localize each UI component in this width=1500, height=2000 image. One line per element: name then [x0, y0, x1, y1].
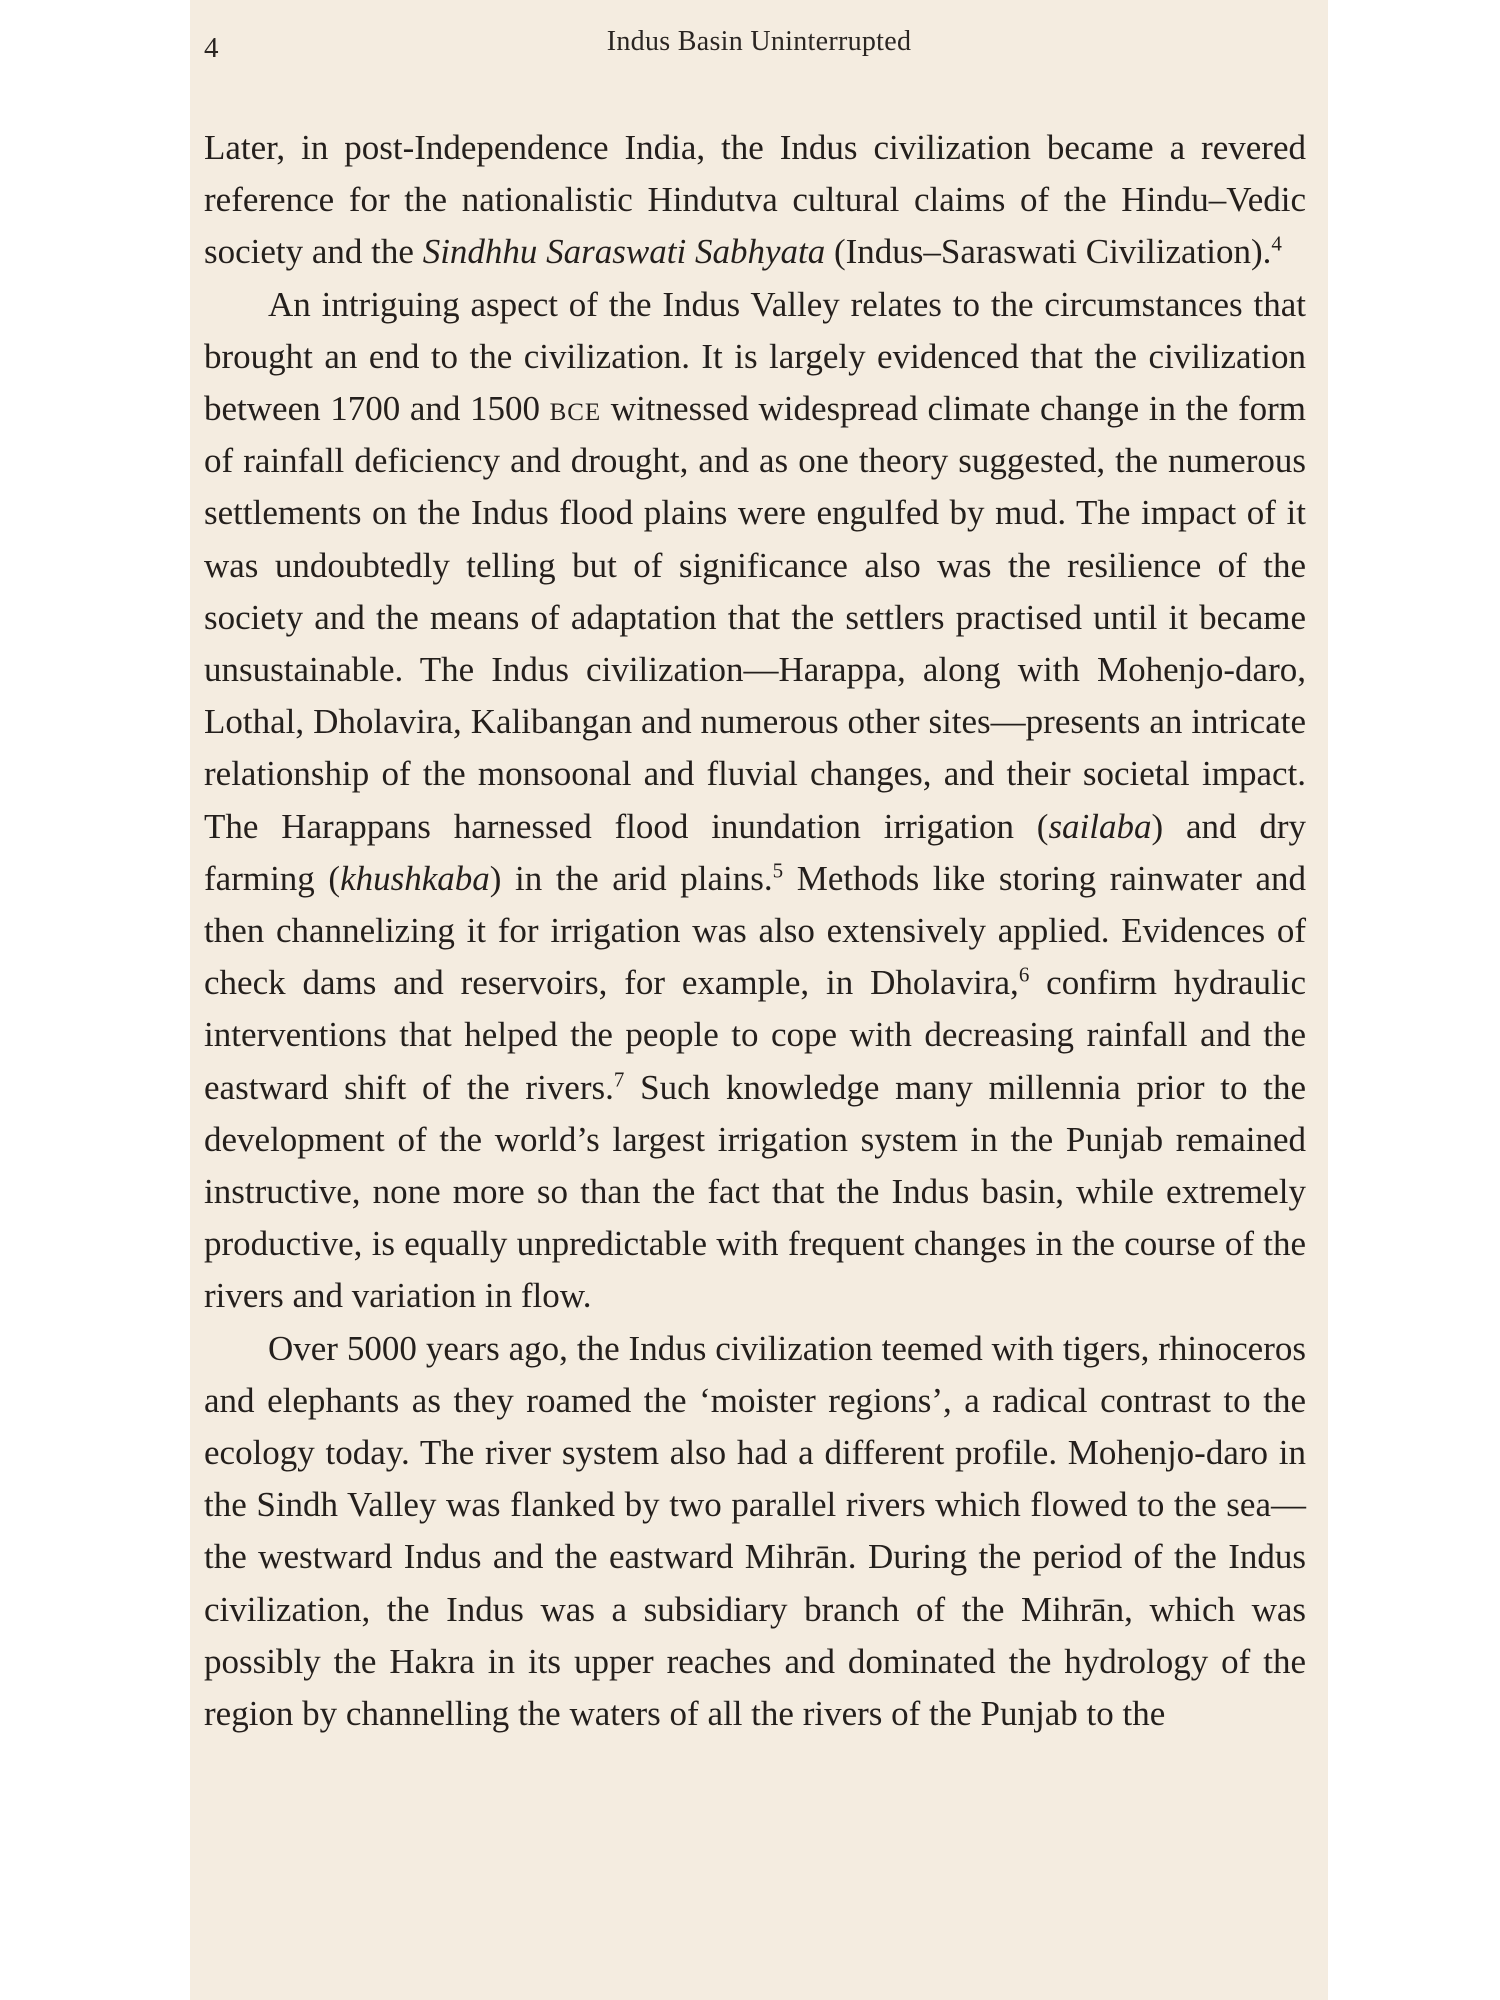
- page-number: 4: [204, 32, 219, 64]
- footnote-marker: 6: [1018, 962, 1030, 987]
- text-run: witnessed widespread climate change in the form of rainfall deficiency and drought, and as one theory suggested, the numerous settlements on the Indus flood plains were engulfed by mud. The impact of it was undoubtedly telling but of significance also was the resilience of the society and the means of adaptation that the settlers practised until it became unsustainable. The Indus civilization—Harappa, along with Mohenjo-daro, Lothal, Dholavira, Kalibangan and numerous other sites—presents an intricate relationship of the monsoonal and fluvial changes, and their societal impact. The Harappans harnessed flood inundation irrigation (: [204, 389, 1306, 846]
- text-run: An intriguing aspect of the Indus Valley relates to the circumstances that brought an end to the civilization. It is largely evidenced that the civilization between 1700 and 1500: [204, 284, 1306, 429]
- italic-term: Sindhhu Saraswati Sabhyata: [422, 232, 826, 272]
- text-run: Later, in post-Independence India, the Indus civilization became a revered reference for the nationalistic Hindutva cultural claims of the Hindu–Vedic society and the: [204, 128, 1306, 272]
- running-head: [190, 26, 1328, 66]
- text-run: ) and dry farming (: [204, 806, 1306, 898]
- text-run: Such knowledge many millennia prior to the development of the world’s largest irrigation system in the Punjab remained instructive, none more so than the fact that the Indus basin, while extremely productive, is equally unpredictable with frequent changes in the course of the rivers and variation in flow.: [204, 1067, 1306, 1316]
- italic-term: sailaba: [1048, 806, 1152, 846]
- italic-term: khushkaba: [340, 858, 490, 898]
- small-caps-text: bce: [549, 389, 602, 429]
- footnote-marker: 5: [772, 858, 784, 883]
- footnote-marker: 4: [1271, 231, 1282, 256]
- text-run: (Indus–Saraswati Civilization).: [825, 232, 1272, 272]
- running-title: Indus Basin Uninterrupted: [606, 26, 912, 57]
- paragraph-3: [204, 1323, 1306, 1741]
- text-run: Over 5000 years ago, the Indus civilization teemed with tigers, rhinoceros and elephants as they roamed the ‘moister regions’, a radical contrast to the ecology today. The river system also had a different profile. Mohenjo-daro in the Sindh Valley was flanked by two parallel rivers which flowed to the sea—the westward Indus and the eastward Mihrān. During the period of the Indus civilization, the Indus was a subsidiary branch of the Mihrān, which was possibly the Hakra in its upper reaches and dominated the hydrology of the region by channelling the waters of all the rivers of the Punjab to the: [204, 1328, 1306, 1734]
- text-run: Methods like storing rainwater and then channelizing it for irrigation was also extensively applied. Evidences of check dams and reservoirs, for example, in Dholavira,: [204, 858, 1306, 1003]
- text-run: ) in the arid plains.: [489, 858, 773, 898]
- paragraph-1: [204, 122, 1306, 279]
- paragraph-2: [204, 279, 1306, 1323]
- footnote-marker: 7: [613, 1067, 625, 1091]
- body-text: [204, 122, 1306, 1740]
- text-run: confirm hydraulic interventions that helped the people to cope with decreasing rainfall and the eastward shift of the rivers.: [204, 963, 1306, 1107]
- book-page: [190, 0, 1328, 2000]
